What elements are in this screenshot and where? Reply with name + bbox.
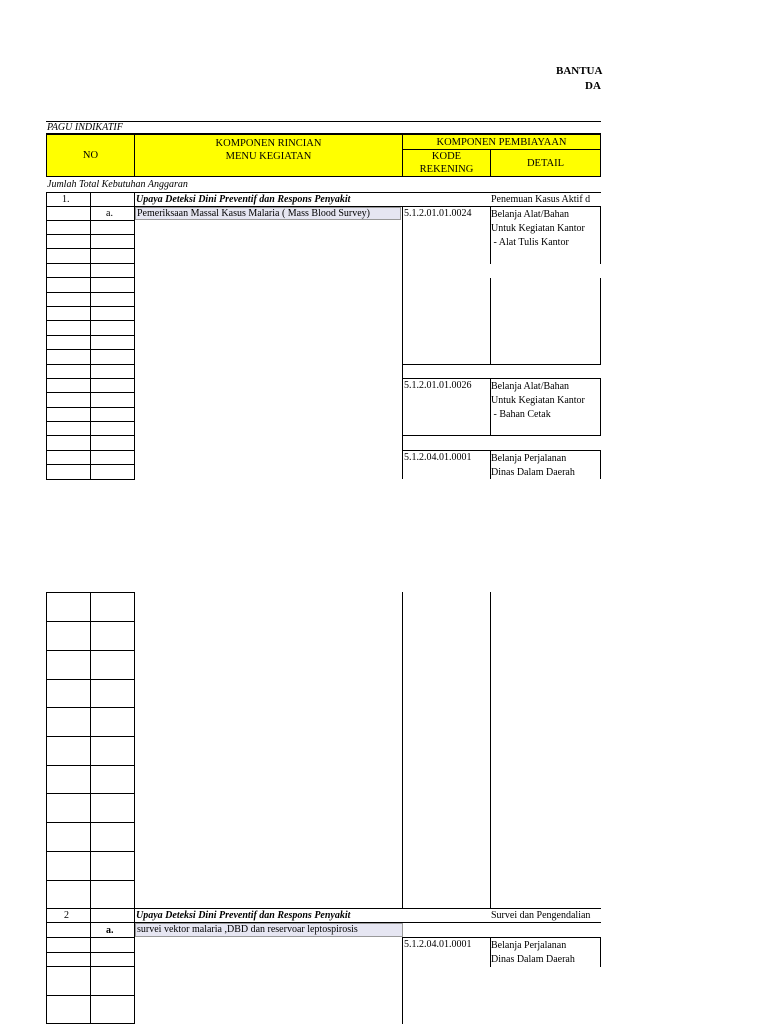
grid-detail-divider-b <box>490 278 491 364</box>
grid2-row-rule <box>46 650 135 651</box>
pagu-indikatif-label: PAGU INDIKATIF <box>47 122 123 133</box>
grid-row-rule <box>46 220 135 221</box>
header-komponen-pembiayaan: KOMPONEN PEMBIAYAAN <box>402 134 601 150</box>
item-3-kode: 5.1.2.04.01.0001 <box>404 452 472 463</box>
grid-row-rule <box>46 306 135 307</box>
item-4-top-rule <box>402 937 601 938</box>
grid-right-edge-b <box>600 278 601 364</box>
item-2-top-rule <box>402 378 601 379</box>
grid-detail-divider-d <box>490 450 491 479</box>
item-2-detail: Belanja Alat/Bahan Untuk Kegiatan Kantor - Bahan Cetak <box>491 381 585 420</box>
item-1-kode: 5.1.2.01.01.0024 <box>404 208 472 219</box>
grid-row-rule <box>46 349 135 350</box>
grid-row-rule <box>46 320 135 321</box>
report-title-line1: BANTUA <box>556 65 603 77</box>
section-1-detail-head: Penemuan Kasus Aktif d <box>491 194 591 205</box>
grid-detail-divider-a <box>490 206 491 264</box>
grid-row-rule <box>46 292 135 293</box>
grid-detail-divider-c <box>490 378 491 435</box>
grid-row-rule <box>46 450 135 451</box>
grid-row-rule <box>46 479 135 480</box>
grid2-row-rule <box>46 707 135 708</box>
report-title-line2: DA <box>585 80 601 92</box>
item-3-detail: Belanja Perjalanan Dinas Dalam Daerah <box>491 453 575 478</box>
grid2-row-rule <box>46 679 135 680</box>
grid-row-rule <box>46 392 135 393</box>
grid-row-rule <box>46 364 135 365</box>
grid-row-rule <box>46 421 135 422</box>
grid-row-rule <box>46 277 135 278</box>
header-detail: DETAIL <box>490 149 601 177</box>
section-2-top-rule <box>46 908 601 909</box>
grid3-row-rule <box>46 966 135 967</box>
grid3-row-rule <box>46 952 135 953</box>
item-2-bottom-rule <box>402 435 601 436</box>
grid-right-edge-c <box>600 378 601 435</box>
header-komponen-rincian: KOMPONEN RINCIAN MENU KEGIATAN <box>134 134 403 177</box>
grid-row-rule <box>46 234 135 235</box>
jumlah-rule <box>46 192 601 193</box>
item-3-top-rule <box>402 450 601 451</box>
top-rule <box>46 121 601 122</box>
grid2-row-rule <box>46 822 135 823</box>
item-1-bottom-rule <box>402 364 601 365</box>
grid2-kode-divider-b <box>402 937 403 1024</box>
grid2-no-right-border <box>134 592 135 1024</box>
grid2-kode-divider-a <box>402 592 403 908</box>
grid2-row-rule <box>46 880 135 881</box>
item-4-kode: 5.1.2.04.01.0001 <box>404 939 472 950</box>
grid2-detail-divider-b <box>490 937 491 967</box>
grid-right-edge-d <box>600 450 601 479</box>
grid-kode-divider <box>402 206 403 479</box>
grid2-row-rule <box>46 765 135 766</box>
section-1-sub-no: a. <box>106 208 113 219</box>
grid2-detail-divider-a <box>490 592 491 908</box>
section-2-title: Upaya Deteksi Dini Preventif dan Respons Penyakit <box>136 910 351 921</box>
grid2-left-border <box>46 592 47 1024</box>
grid3-row-rule <box>46 995 135 996</box>
jumlah-total-label: Jumlah Total Kebutuhan Anggaran <box>47 179 188 190</box>
section-1-no: 1. <box>62 194 70 205</box>
grid-row-rule <box>46 378 135 379</box>
grid-row-rule <box>46 464 135 465</box>
grid2-row-rule <box>46 793 135 794</box>
grid2-top-rule <box>46 592 135 593</box>
section-2-no: 2 <box>64 910 69 921</box>
header-kode-rekening: KODE REKENING <box>402 149 491 177</box>
header-no: NO <box>46 134 135 177</box>
section-1-title: Upaya Deteksi Dini Preventif dan Respons Penyakit <box>136 194 351 205</box>
grid-row-rule <box>46 407 135 408</box>
grid2-row-rule <box>46 851 135 852</box>
grid2-row-rule <box>46 621 135 622</box>
grid-row-rule <box>46 263 135 264</box>
grid-row-rule <box>46 435 135 436</box>
grid2-row-rule <box>46 736 135 737</box>
section-2-detail-head: Survei dan Pengendalian <box>491 910 591 921</box>
item-4-detail: Belanja Perjalanan Dinas Dalam Daerah <box>491 940 575 965</box>
section-2-sub-no: a. <box>106 925 114 936</box>
grid-right-edge-a <box>600 206 601 264</box>
item-2-kode: 5.1.2.01.01.0026 <box>404 380 472 391</box>
grid2-right-edge <box>600 937 601 967</box>
grid-row-rule <box>46 335 135 336</box>
item-1-detail: Belanja Alat/Bahan Untuk Kegiatan Kantor - Alat Tulis Kantor <box>491 209 585 248</box>
section-2-sub-title: survei vektor malaria ,DBD dan reservoar leptospirosis <box>135 923 403 937</box>
grid2-no-divider <box>90 592 91 1024</box>
grid3-row-rule <box>46 937 135 938</box>
section-1-sub-title: Pemeriksaan Massal Kasus Malaria ( Mass Blood Survey) <box>135 207 401 220</box>
grid-row-rule <box>46 248 135 249</box>
